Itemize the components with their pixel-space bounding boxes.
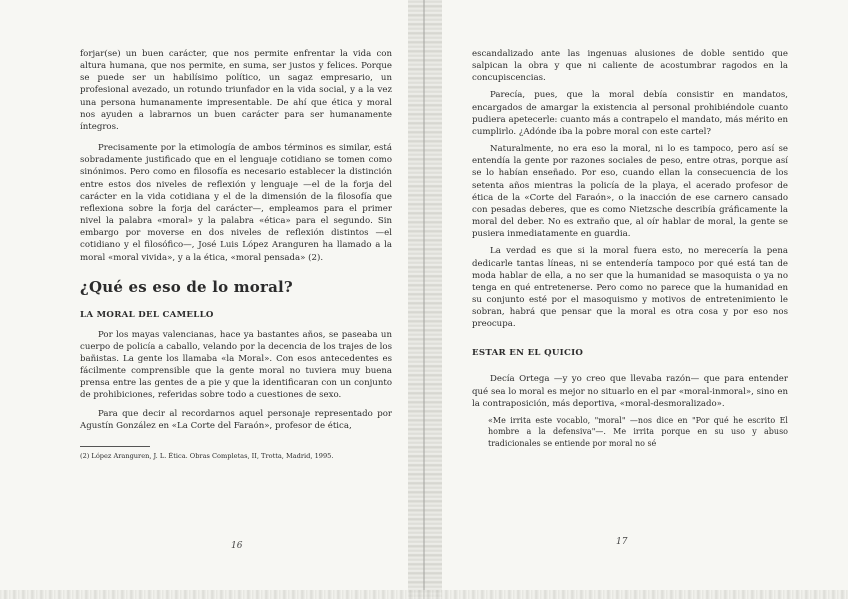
paragraph: Decía Ortega —y yo creo que llevaba razón— que para entender qué sea lo moral es mejor no situarlo en el par «moral-inmoral», sino en la contraposición, más deportiva, «moral-desmoralizado». <box>472 374 788 409</box>
page-number: 16 <box>231 541 243 551</box>
right-page <box>426 0 848 599</box>
paragraph: Por los mayas valencianas, hace ya bastantes años, se paseaba un cuerpo de policía a caballo, velando por la decencia de los trajes de los bañistas. La gente los llamaba «la Moral». Con esos antecedentes es fácilmente comprensible que la gente moral no tuviera muy buena prensa entre las gentes de a pie y que la identificaran con un conjunto de prohibiciones, referidas sobre todo a cuestiones de sexo. <box>80 329 392 401</box>
footnote-rule <box>80 446 150 447</box>
page-edge <box>0 590 848 599</box>
paragraph: La verdad es que si la moral fuera esto, no merecería la pena dedicarle tantas líneas, ni se entendería tampoco por qué está tan de moda hablar de ella, a no ser que la humanidad se masoquista o ya no tenga en qué entretenerse. Pero como no parece que la humanidad en su conjunto esté por el masoquismo y motivos de entretenimiento le sobran, habrá que pensar que la moral es otra cosa y por eso nos preocupa. <box>472 246 788 330</box>
left-page <box>0 0 422 599</box>
subsection-title: ESTAR EN EL QUICIO <box>472 348 584 359</box>
right-column <box>472 48 788 449</box>
paragraph: Para que decir al recordarnos aquel personaje representado por Agustín González en «La Corte del Faraón», profesor de ética, <box>80 408 392 431</box>
paragraph: escandalizado ante las ingenuas alusiones de doble sentido que salpican la obra y que ni caliente de acostumbrar ragodos en la concupiscencias. <box>472 49 788 84</box>
block-quote <box>472 415 788 450</box>
section-title: ¿Qué es eso de lo moral? <box>80 277 293 296</box>
left-column <box>80 48 392 461</box>
subsection-title: LA MORAL DEL CAMELLO <box>80 309 214 320</box>
paragraph: Naturalmente, no era eso la moral, ni lo es tampoco, pero así se entendía la gente por razones sociales de peso, entre otras, porque así se lo habían enseñado. Por eso, cuando ellan la consecuencia de los setenta años mientras la policía de la playa, el acerado profesor de ética de la «Corte del Faraón», o la inacción de ese carnero cansado con pesadas deberes, que es como Nietzsche describía gráficamente la moral del deber. No es extraño que, al oír hablar de moral, la gente se pusiera inmediatamente en guardia. <box>472 144 788 240</box>
paragraph: Precisamente por la etimología de ambos términos es similar, está sobradamente justificado que en el lenguaje cotidiano se tomen como sinónimos. Pero como en filosofía es necesario establecer la distinción entre estos dos niveles de reflexión y lenguaje —el de la forja del carácter en la vida cotidiana y el de la dimensión de la filosofía que reflexiona sobre la forja del carácter—, empleamos para el primer nivel la palabra «moral» y la palabra «ética» para el segundo. Sin embargo por moverse en dos niveles de reflexión distintos —el cotidiano y el filosófico—, José Luis López Aranguren ha llamado a la moral «moral vivida», y a la ética, «moral pensada» (2). <box>80 143 392 263</box>
paragraph: Parecía, pues, que la moral debía consistir en mandatos, encargados de amargar la existencia al personal prohibiéndole cuanto pudiera apetecerle: cuanto más a contrapelo el mandato, más mérito en cumplirlo. ¿Adónde iba la pobre moral con este cartel? <box>472 90 788 137</box>
page-number: 17 <box>616 537 628 547</box>
footnote: (2) López Aranguren, J. L. Ética. Obras Completas, II, Trotta, Madrid, 1995. <box>80 451 334 460</box>
paragraph: forjar(se) un buen carácter, que nos permite enfrentar la vida con altura humana, que nos permite, en suma, ser justos y felices. Porque se puede ser un habilísimo político, un sagaz empresario, un profesional avezado, un rotundo triunfador en la vida social, y a la vez una persona humanamente impresentable. De ahí que ética y moral nos ayuden a labrarnos un buen carácter para ser humanamente íntegros. <box>80 49 392 132</box>
quote-text: «Me irrita este vocablo, "moral" —nos dice en "Por qué he escrito El hombre a la defensiva"—. Me irrita porque en su uso y abuso tradicionales se entiende por moral no sé <box>488 415 788 448</box>
